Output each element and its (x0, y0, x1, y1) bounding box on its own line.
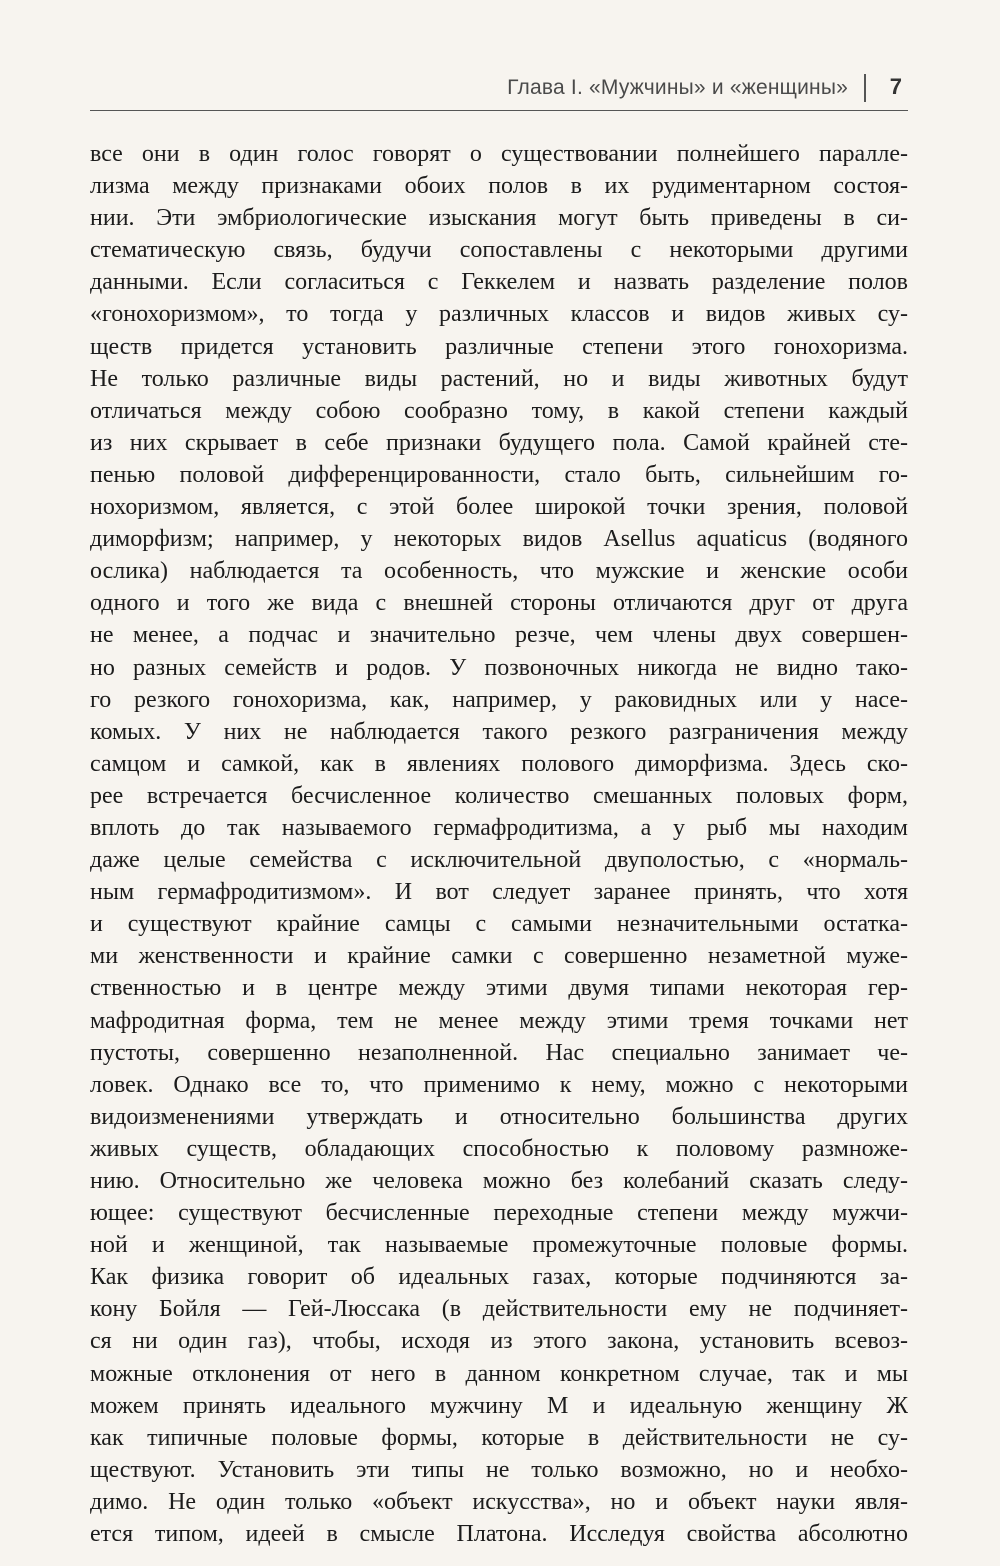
running-head: Глава I. «Мужчины» и «женщины» (507, 76, 848, 99)
text-line: живых существ, обладающих способностью к половому размноже- (90, 1135, 908, 1162)
text-line: ослика) наблюдается та особенность, что мужские и женские особи (90, 558, 908, 585)
text-line: ной и женщиной, так называемые промежуточные половые формы. (90, 1232, 908, 1259)
text-line: из них скрывает в себе признаки будущего пола. Самой крайней сте- (90, 429, 908, 456)
text-line: не менее, а подчас и значительно резче, чем члены двух совершен- (90, 622, 908, 649)
text-line: го резкого гонохоризма, как, например, у раковидных или у насе- (90, 686, 908, 713)
text-line: но разных семейств и родов. У позвоночных никогда не видно тако- (90, 654, 908, 681)
text-line: ется типом, идеей в смысле Платона. Исследуя свойства абсолютно (90, 1521, 908, 1548)
text-line: диморфизм; например, у некоторых видов Asellus aquaticus (водяного (90, 526, 908, 553)
page-number: 7 (889, 74, 902, 99)
text-line: «гонохоризмом», то тогда у различных классов и видов живых су- (90, 301, 908, 328)
text-line: отличаться между собою сообразно тому, в какой степени каждый (90, 397, 908, 424)
body-text (90, 138, 908, 1550)
text-line: можные отклонения от него в данном конкретном случае, так и мы (90, 1360, 908, 1387)
text-line: ществуют. Установить эти типы не только возможно, но и необхо- (90, 1456, 908, 1483)
header-separator (864, 74, 866, 102)
text-line: ществ придется установить различные степени этого гонохоризма. (90, 333, 908, 360)
text-line: нию. Относительно же человека можно без колебаний сказать следу- (90, 1168, 908, 1194)
text-line: ми женственности и крайние самки с совершенно незаметной муже- (90, 943, 908, 970)
text-line: нохоризмом, является, с этой более широкой точки зрения, половой (90, 494, 908, 521)
text-line: ловек. Однако все то, что применимо к нему, можно с некоторыми (90, 1071, 908, 1098)
text-line: Не только различные виды растений, но и виды животных будут (90, 365, 908, 392)
text-line: димо. Не один только «объект искусства», но и объект науки явля- (90, 1488, 908, 1515)
text-line: кону Бойля — Гей-Люссака (в действительности ему не подчиняет- (90, 1296, 908, 1323)
text-line: как типичные половые формы, которые в действительности не су- (90, 1424, 908, 1451)
text-line: стематическую связь, будучи сопоставлены с некоторыми другими (90, 237, 908, 264)
text-line: даже целые семейства с исключительной двуполостью, с «нормаль- (90, 847, 908, 874)
page-header (90, 70, 908, 110)
text-line: самцом и самкой, как в явлениях полового диморфизма. Здесь ско- (90, 750, 908, 777)
text-line: рее встречается бесчисленное количество смешанных половых форм, (90, 782, 908, 809)
text-line: мафродитная форма, тем не менее между этими тремя точками нет (90, 1007, 908, 1034)
text-line: пустоты, совершенно незаполненной. Нас специально занимает че- (90, 1039, 908, 1066)
header-rule (90, 110, 908, 111)
text-line: ственностью и в центре между этими двумя типами некоторая гер- (90, 975, 908, 1002)
text-line: одного и того же вида с внешней стороны отличаются друг от друга (90, 590, 908, 617)
text-line: все они в один голос говорят о существовании полнейшего паралле- (90, 141, 908, 167)
text-line: можем принять идеального мужчину М и идеальную женщину Ж (90, 1392, 908, 1419)
text-line: данными. Если согласиться с Геккелем и назвать разделение полов (90, 269, 908, 296)
text-line: Как физика говорит об идеальных газах, которые подчиняются за- (90, 1264, 908, 1291)
text-line: и существуют крайние самцы с самыми незначительными остатка- (90, 911, 908, 938)
text-line: ся ни один газ), чтобы, исходя из этого закона, установить всевоз- (90, 1328, 908, 1355)
text-line: вплоть до так называемого гермафродитизма, а у рыб мы находим (90, 814, 908, 841)
text-line: ным гермафродитизмом». И вот следует заранее принять, что хотя (90, 879, 908, 906)
text-line: ющее: существуют бесчисленные переходные степени между мужчи- (90, 1200, 908, 1227)
text-line: лизма между признаками обоих полов в их рудиментарном состоя- (90, 173, 908, 200)
text-line: нии. Эти эмбриологические изыскания могут быть приведены в си- (90, 205, 908, 232)
text-line: пенью половой дифференцированности, стало быть, сильнейшим го- (90, 461, 908, 488)
text-line: комых. У них не наблюдается такого резкого разграничения между (90, 718, 908, 745)
text-line: видоизменениями утверждать и относительно большинства других (90, 1103, 908, 1130)
